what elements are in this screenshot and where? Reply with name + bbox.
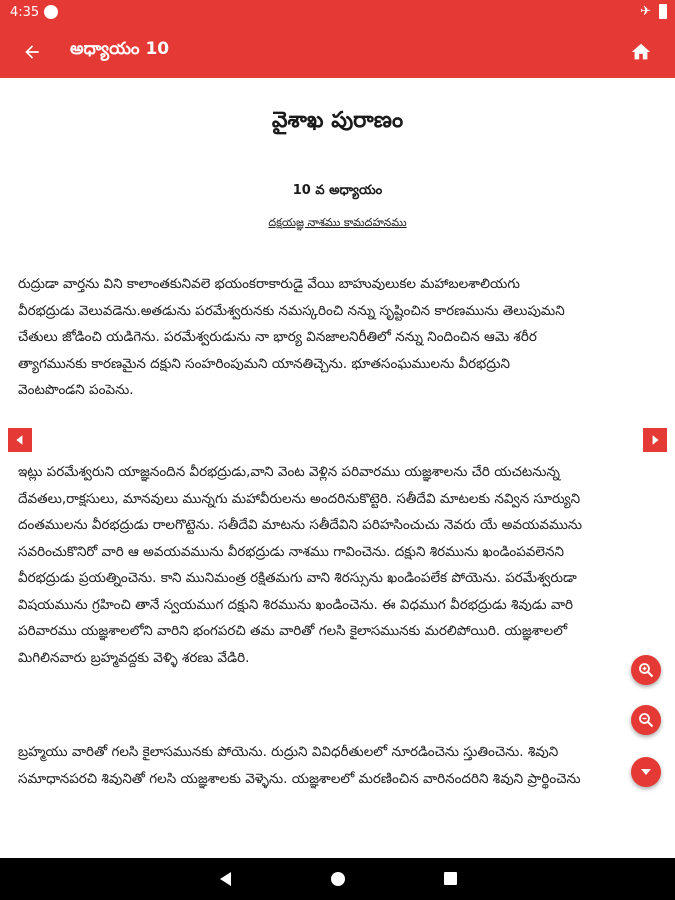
back-button[interactable] [18, 38, 46, 66]
paragraph-3 [18, 739, 662, 792]
paragraph-2 [18, 459, 662, 671]
system-back-icon[interactable] [218, 871, 232, 887]
chevron-left-icon [14, 434, 26, 446]
text-line: సవరించుకొనిరో వారి ఆ అవయవమును వీరభద్రుడు నాశము గావించెను. దక్షుని శిరమును ఖండింపవలెనని [18, 543, 564, 560]
airplane-mode-icon: ✈ [640, 4, 651, 19]
status-time: 4:35 [10, 5, 40, 20]
zoom-in-button[interactable] [631, 655, 661, 685]
chapter-title: అధ్యాయం 10 [70, 39, 170, 59]
notification-icon [44, 5, 58, 19]
text-line: దేవతలు,రాక్షసులు, మానవులు మున్నగు మహావీరులను అందరినుకొట్టెరి. సతీదేవి మాటలకు నవ్విన సూర్యుని [18, 490, 581, 507]
status-indicators [640, 4, 667, 19]
text-line: సమాధానపరచి శివునితో గలసి యజ్ఞశాలకు వెళ్ళెను. యజ్ఞశాలలో మరణించిన వారినందరిని శివుని ప్రార్థించెను [18, 770, 581, 787]
text-line: దంతములను వీరభద్రుడు రాలగొట్టెను. సతీదేవి మాటను సతీదేవిని పరిహసించుచు నెవరు యే అవయవమును [18, 517, 583, 533]
previous-chapter-button[interactable] [8, 428, 32, 452]
chapter-heading: 10 వ అధ్యాయం [292, 183, 383, 198]
book-title: వైశాఖ పురాణం [271, 108, 404, 133]
zoom-out-button[interactable] [631, 705, 661, 735]
text-line: విషయమును గ్రహించి తానే స్వయముగ దక్షుని శిరమును ఖండించెను. ఈ విధముగ వీరభద్రుడు శివుడు వారి [18, 596, 573, 613]
system-home-icon[interactable] [331, 872, 345, 886]
triangle-down-icon [639, 765, 653, 779]
paragraph-1 [18, 271, 662, 404]
text-line: పరివారము యజ్ఞశాలలోని వారిని భంగపరచి తమ వారితో గలసి కైలాసమునకు మరలిపోయిరి. యజ్ఞశాలలో [18, 623, 568, 639]
text-line: వీరభద్రుడు ప్రయత్నించెను. కాని మునిమంత్ర రక్షితమగు వాని శిరస్సును ఖండింపలేక పోయెను. పరమేశ్వరుడా [18, 570, 577, 586]
arrow-back-icon [22, 42, 42, 62]
text-line: త్యాగమునకు కారణమైన దక్షుని సంహరింపుమని యానతిచ్చెను. భూతసంఘములను వీరభద్రుని [18, 355, 510, 372]
zoom-in-icon [638, 662, 654, 678]
scroll-down-button[interactable] [631, 757, 661, 787]
home-button[interactable] [627, 38, 655, 66]
chevron-right-icon [649, 434, 661, 446]
reading-pane[interactable] [0, 78, 675, 858]
text-line: రుద్రుడా వార్తను విని కాలాంతకునివలె భయంకరాకారుడై వేయి బాహువులుకల మహాబలశాలియగు [18, 276, 520, 292]
text-line: మిగిలినవారు బ్రహ్మవద్దకు వెళ్ళి శరణు వేడిరి. [18, 649, 250, 666]
text-line: వెంటపొండని పంపెను. [18, 382, 134, 398]
home-icon [630, 41, 652, 63]
text-line: ఇట్లు పరమేశ్వరుని యాజ్ఞనందిన వీరభద్రుడు,వాని వెంట వెళ్లిన పరివారము యజ్ఞశాలను చేరి యచటనున్న [18, 464, 560, 480]
text-line: వీరభద్రుడు వెలువడెను.అతడును పరమేశ్వరునకు నమస్కరించి నన్ను సృష్టించిన కారణమును తెలుపుమని [18, 302, 565, 319]
status-bar [0, 0, 675, 26]
battery-icon [659, 4, 667, 19]
next-chapter-button[interactable] [643, 428, 667, 452]
chapter-subtitle: దక్షయజ్ఞ నాశము కామదహనము [268, 216, 407, 229]
system-recents-icon[interactable] [444, 872, 457, 885]
zoom-out-icon [638, 712, 654, 728]
text-line: బ్రహ్మయు వారితో గలసి కైలాసమునకు పోయెను. రుద్రుని వివిధరీతులలో నూరడించెను స్తుతించెను. శివుని [18, 744, 559, 760]
system-navigation-bar [0, 858, 675, 900]
text-line: చేతులు జోడించి యడిగెను. పరమేశ్వరుడును నా భార్య వినజాలనిరీతిలో నన్ను నిందించిన ఆమె శరీర [18, 329, 537, 345]
app-bar [0, 26, 675, 78]
